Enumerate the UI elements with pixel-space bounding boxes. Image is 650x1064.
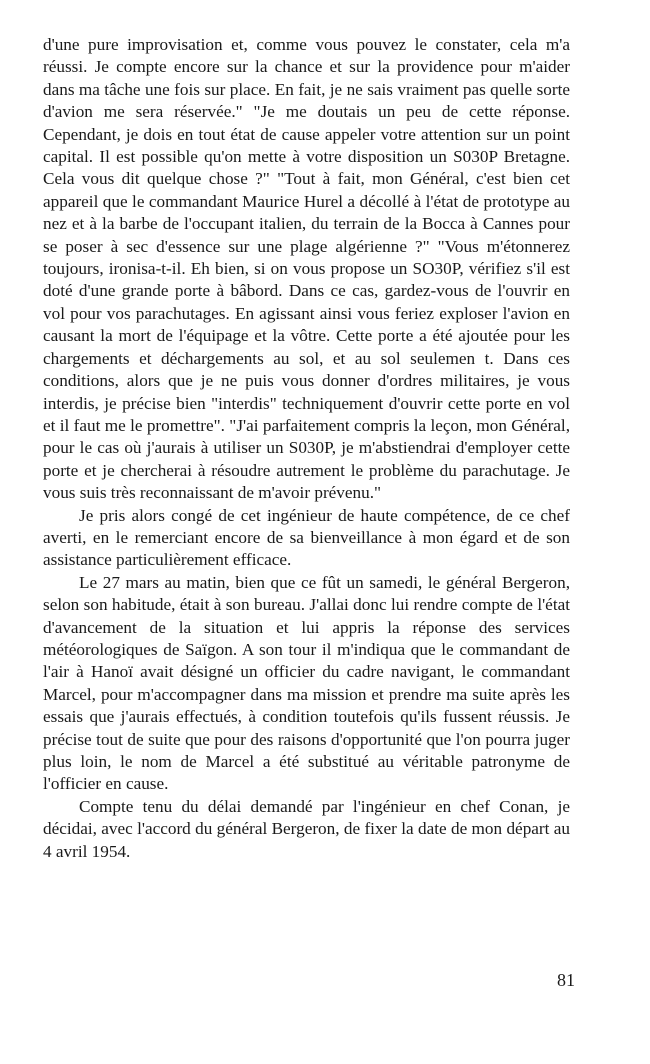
- paragraph: Je pris alors congé de cet ingénieur de haute compétence, de ce chef averti, en le remerciant encore de sa bienveillance à mon égard et de son assistance particulièrement efficace.: [43, 505, 570, 570]
- paragraph: Compte tenu du délai demandé par l'ingénieur en chef Conan, je décidai, avec l'accord du général Bergeron, de fixer la date de mon départ au 4 avril 1954.: [43, 796, 570, 861]
- paragraph-continued: d'une pure improvisation et, comme vous pouvez le constater, cela m'a réussi. Je compte encore sur la chance et sur la providence pour m'aider dans ma tâche une fois sur place. En fait, je ne sais vraiment pas quelle sorte d'avion me sera réservée." "Je me doutais un peu de cette réponse. Cependant, je dois en tout état de cause appeler votre attention sur un point capital. Il est possible qu'on mette à votre disposition un S030P Bretagne. Cela vous dit quelque chose ?" "Tout à fait, mon Général, c'est bien cet appareil que le commandant Maurice Hurel a décollé à l'état de prototype au nez et à la barbe de l'occupant italien, du terrain de la Bocca à Cannes pour se poser à sec d'essence sur une plage algérienne ?" "Vous m'étonnerez toujours, ironisa-t-il. Eh bien, si on vous propose un SO30P, vérifiez s'il est doté d'une grande porte à bâbord. Dans ce cas, gardez-vous de l'ouvrir en vol pour vos parachutages. En agissant ainsi vous feriez exploser l'avion en causant la mort de l'équipage et la vôtre. Cette porte a été ajoutée pour les chargements et déchargements au sol, et au sol seulemen t. Dans ces conditions, alors que je ne puis vous donner d'ordres militaires, je vous interdis, je précise bien "interdis" techniquement d'ouvrir cette porte en vol et il faut me le promettre". "J'ai parfaitement compris la leçon, mon Général, pour le cas où j'aurais à utiliser un S030P, je m'abstiendrai d'employer cette porte et je chercherai à résoudre autrement le problème du parachutage. Je vous suis très reconnaissant de m'avoir prévenu.": [43, 35, 570, 503]
- page-body: [43, 34, 570, 863]
- paragraph: Le 27 mars au matin, bien que ce fût un samedi, le général Bergeron, selon son habitude, était à son bureau. J'allai donc lui rendre compte de l'état d'avancement de la situation et lui appris la réponse des services météorologiques de Saïgon. A son tour il m'indiqua que le commandant de l'air à Hanoï avait désigné un officier du cadre navigant, le commandant Marcel, pour m'accompagner dans ma mission et prendre ma suite après les essais que j'aurais effectués, à condition toutefois qu'ils fussent réussis. Je précise tout de suite que pour des raisons d'opportunité que l'on pourra juger plus loin, le nom de Marcel a été substitué au véritable patronyme de l'officier en cause.: [43, 572, 570, 794]
- page-number: 81: [557, 970, 575, 990]
